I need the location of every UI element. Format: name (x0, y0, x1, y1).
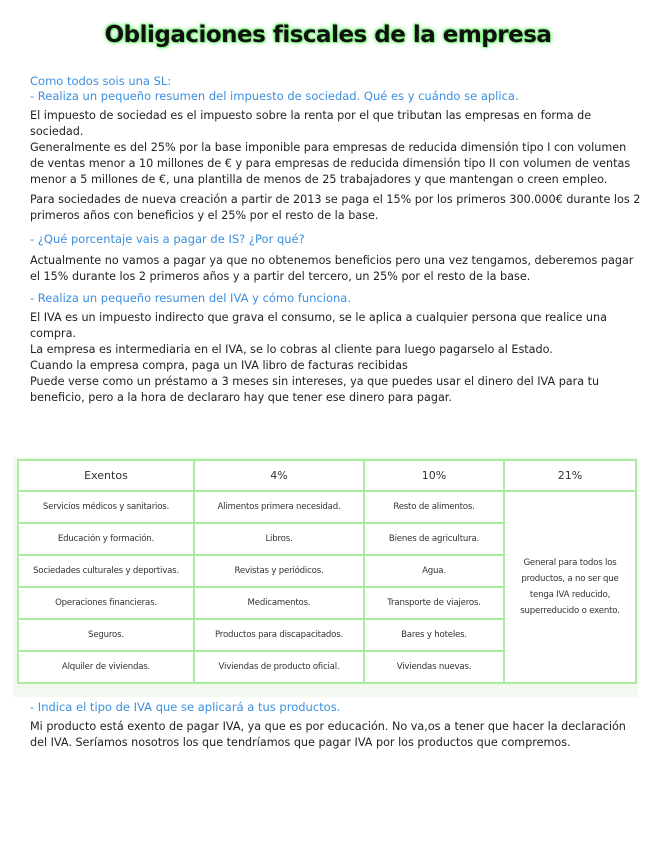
table-cell: Revistas y periódicos. (194, 555, 364, 587)
table-cell: Seguros. (18, 619, 194, 651)
table-header-cell: 4% (194, 460, 364, 491)
answer-3-paragraph-3: Cuando la empresa compra, paga un IVA libro de facturas recibidas (30, 359, 408, 372)
general-rate-cell: General para todos los productos, a no ser que tenga IVA reducido, superreducido o exento. (504, 491, 636, 683)
question-3: - Realiza un pequeño resumen del IVA y cómo funciona. (30, 291, 351, 305)
iva-table (17, 459, 637, 684)
answer-3-paragraph-2: La empresa es intermediaria en el IVA, se lo cobras al cliente para luego pagarselo al Estado. (30, 343, 553, 356)
table-cell: Sociedades culturales y deportivas. (18, 555, 194, 587)
answer-1-paragraph-3: Para sociedades de nueva creación a partir de 2013 se paga el 15% por los primeros 300.000€ durante los 2 primeros años con beneficios y el 25% por el resto de la base. (30, 193, 641, 222)
table-cell: Resto de alimentos. (364, 491, 504, 523)
table-header-cell: 10% (364, 460, 504, 491)
table-row (18, 491, 636, 523)
answer-3-paragraph-4: Puede verse como un préstamo a 3 meses sin intereses, ya que puedes usar el dinero del IVA para tu beneficio, pero a la hora de declararo hay que tener ese dinero para pagar. (30, 375, 600, 404)
table-cell: Viviendas de producto oficial. (194, 651, 364, 683)
table-cell: Educación y formación. (18, 523, 194, 555)
iva-table-container (13, 457, 638, 697)
answer-3-paragraph-1: El IVA es un impuesto indirecto que grava el consumo, se le aplica a cualquier persona que realice una compra. (30, 311, 607, 340)
answer-4-paragraph-1: Mi producto está exento de pagar IVA, ya que es por educación. No va,os a tener que hacer la declaración del IVA. Seríamos nosotros los que tendríamos que pagar IVA por los productos que compremos. (30, 720, 626, 749)
intro-text: Como todos sois una SL: (30, 74, 172, 88)
table-header-row (18, 460, 636, 491)
table-cell: Servicios médicos y sanitarios. (18, 491, 194, 523)
table-cell: Transporte de viajeros. (364, 587, 504, 619)
answer-1-paragraph-2: Generalmente es del 25% por la base imponible para empresas de reducida dimensión tipo I con volumen de ventas menor a 10 millones de € y para empresas de reducida dimensión tipo II con volumen de ventas menor a 5 millones de €, una plantilla de menos de 25 trabajadores y que mantengan o creen empleo. (30, 141, 631, 186)
question-2: - ¿Qué porcentaje vais a pagar de IS? ¿Por qué? (30, 232, 305, 246)
table-header-cell: 21% (504, 460, 636, 491)
table-cell: Agua. (364, 555, 504, 587)
table-cell: Viviendas nuevas. (364, 651, 504, 683)
answer-1-paragraph-1: El impuesto de sociedad es el impuesto sobre la renta por el que tributan las empresas en forma de sociedad. (30, 109, 592, 138)
question-1: - Realiza un pequeño resumen del impuesto de sociedad. Qué es y cuándo se aplica. (30, 89, 519, 103)
table-cell: Productos para discapacitados. (194, 619, 364, 651)
table-cell: Alimentos primera necesidad. (194, 491, 364, 523)
table-cell: Medicamentos. (194, 587, 364, 619)
closing-content (30, 700, 630, 751)
table-cell: Bienes de agricultura. (364, 523, 504, 555)
table-cell: Operaciones financieras. (18, 587, 194, 619)
table-header-cell: Exentos (18, 460, 194, 491)
answer-2-paragraph-1: Actualmente no vamos a pagar ya que no obtenemos beneficios pero una vez tengamos, deberemos pagar el 15% durante los 2 primeros años y a partir del tercero, un 25% por el resto de la base. (30, 254, 634, 283)
page-title: Obligaciones fiscales de la empresa (104, 22, 552, 48)
table-cell: Alquiler de viviendas. (18, 651, 194, 683)
table-cell: Libros. (194, 523, 364, 555)
table-cell: Bares y hoteles. (364, 619, 504, 651)
main-content (30, 74, 642, 406)
question-4: - Indica el tipo de IVA que se aplicará a tus productos. (30, 700, 341, 714)
